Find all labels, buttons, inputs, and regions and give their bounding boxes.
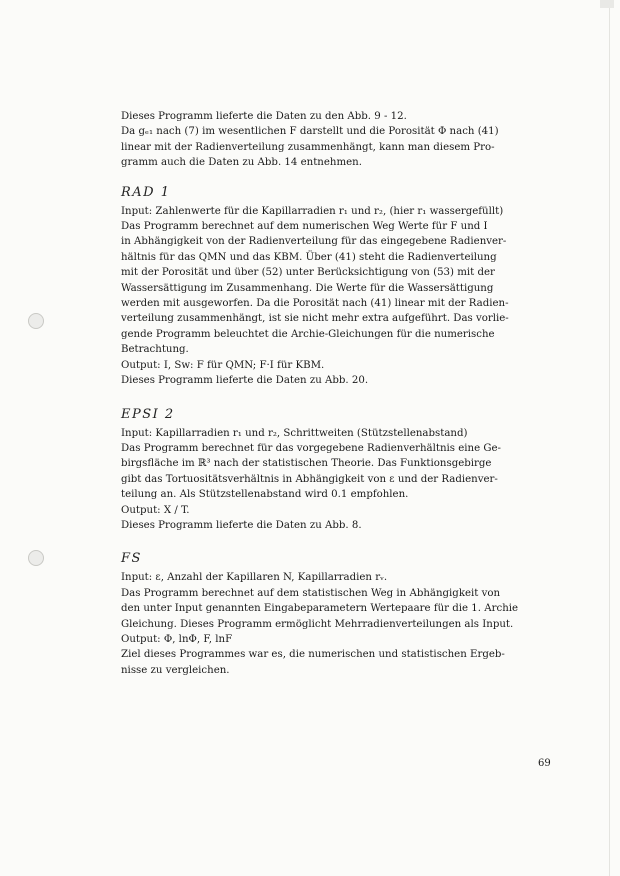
punch-hole xyxy=(28,550,44,566)
text-line: den unter Input genannten Eingabeparametern Wertepaare für die 1. Archie xyxy=(121,603,519,615)
section-heading: RAD 1 xyxy=(121,184,171,200)
text-line: linear mit der Radienverteilung zusammenhängt, kann man diesem Pro- xyxy=(121,141,495,153)
text-line: verteilung zusammenhängt, ist sie nicht mehr extra aufgeführt. Das vorlie- xyxy=(121,313,509,325)
text-line: Da gₑ₁ nach (7) im wesentlichen F darstellt und die Porosität Φ nach (41) xyxy=(121,126,499,138)
text-line: Output: Φ, lnΦ, F, lnF xyxy=(121,633,233,645)
text-line: hältnis für das QMN und das KBM. Über (41) steht die Radienverteilung xyxy=(121,251,497,263)
document-body xyxy=(121,109,553,678)
punch-hole xyxy=(28,313,44,329)
text-line: Das Programm berechnet für das vorgegebene Radienverhältnis eine Ge- xyxy=(121,442,501,454)
text-line: Output: X / T. xyxy=(121,504,190,516)
intro-paragraph xyxy=(121,109,553,171)
text-line: mit der Porosität und über (52) unter Berücksichtigung von (53) mit der xyxy=(121,267,495,279)
text-line: werden mit ausgeworfen. Da die Porosität nach (41) linear mit der Radien- xyxy=(121,298,509,310)
section-rad1 xyxy=(121,185,553,389)
text-line: Input: Zahlenwerte für die Kapillarradien r₁ und r₂, (hier r₁ wassergefüllt) xyxy=(121,205,504,217)
page-number: 69 xyxy=(538,758,551,769)
text-line: Dieses Programm lieferte die Daten zu Abb. 8. xyxy=(121,519,362,531)
text-line: Dieses Programm lieferte die Daten zu den Abb. 9 - 12. xyxy=(121,111,407,122)
text-line: Gleichung. Dieses Programm ermöglicht Mehrradienverteilungen als Input. xyxy=(121,618,514,630)
page-edge xyxy=(609,0,610,876)
text-line: Wassersättigung im Zusammenhang. Die Werte für die Wassersättigung xyxy=(121,282,494,294)
text-line: birgsfläche im ℝ³ nach der statistischen Theorie. Das Funktionsgebirge xyxy=(121,458,492,470)
text-line: Das Programm berechnet auf dem statistischen Weg in Abhängigkeit von xyxy=(121,587,501,599)
section-epsi2 xyxy=(121,407,553,534)
text-line: Ziel dieses Programmes war es, die numerischen und statistischen Ergeb- xyxy=(121,649,505,661)
text-line: in Abhängigkeit von der Radienverteilung für das eingegebene Radienver- xyxy=(121,236,507,248)
section-heading: FS xyxy=(121,551,142,567)
text-line: Das Programm berechnet auf dem numerischen Weg Werte für F und I xyxy=(121,221,488,233)
text-line: Input: ε, Anzahl der Kapillaren N, Kapillarradien rᵥ. xyxy=(121,572,388,584)
text-line: Betrachtung. xyxy=(121,344,189,356)
text-line: Input: Kapillarradien r₁ und r₂, Schrittweiten (Stützstellenabstand) xyxy=(121,427,468,439)
text-line: gramm auch die Daten zu Abb. 14 entnehmen. xyxy=(121,157,362,169)
section-heading: EPSI 2 xyxy=(121,406,175,422)
text-line: Output: I, Sᴡ: F für QMN; F·I für KBM. xyxy=(121,359,325,371)
text-line: nisse zu vergleichen. xyxy=(121,664,230,676)
text-line: teilung an. Als Stützstellenabstand wird 0.1 empfohlen. xyxy=(121,489,409,501)
section-fs xyxy=(121,551,553,678)
text-line: gende Programm beleuchtet die Archie-Gleichungen für die numerische xyxy=(121,328,495,340)
text-line: Dieses Programm lieferte die Daten zu Abb. 20. xyxy=(121,375,369,387)
scan-corner-mark xyxy=(600,0,614,8)
text-line: gibt das Tortuositätsverhältnis in Abhängigkeit von ε und der Radienver- xyxy=(121,473,498,485)
